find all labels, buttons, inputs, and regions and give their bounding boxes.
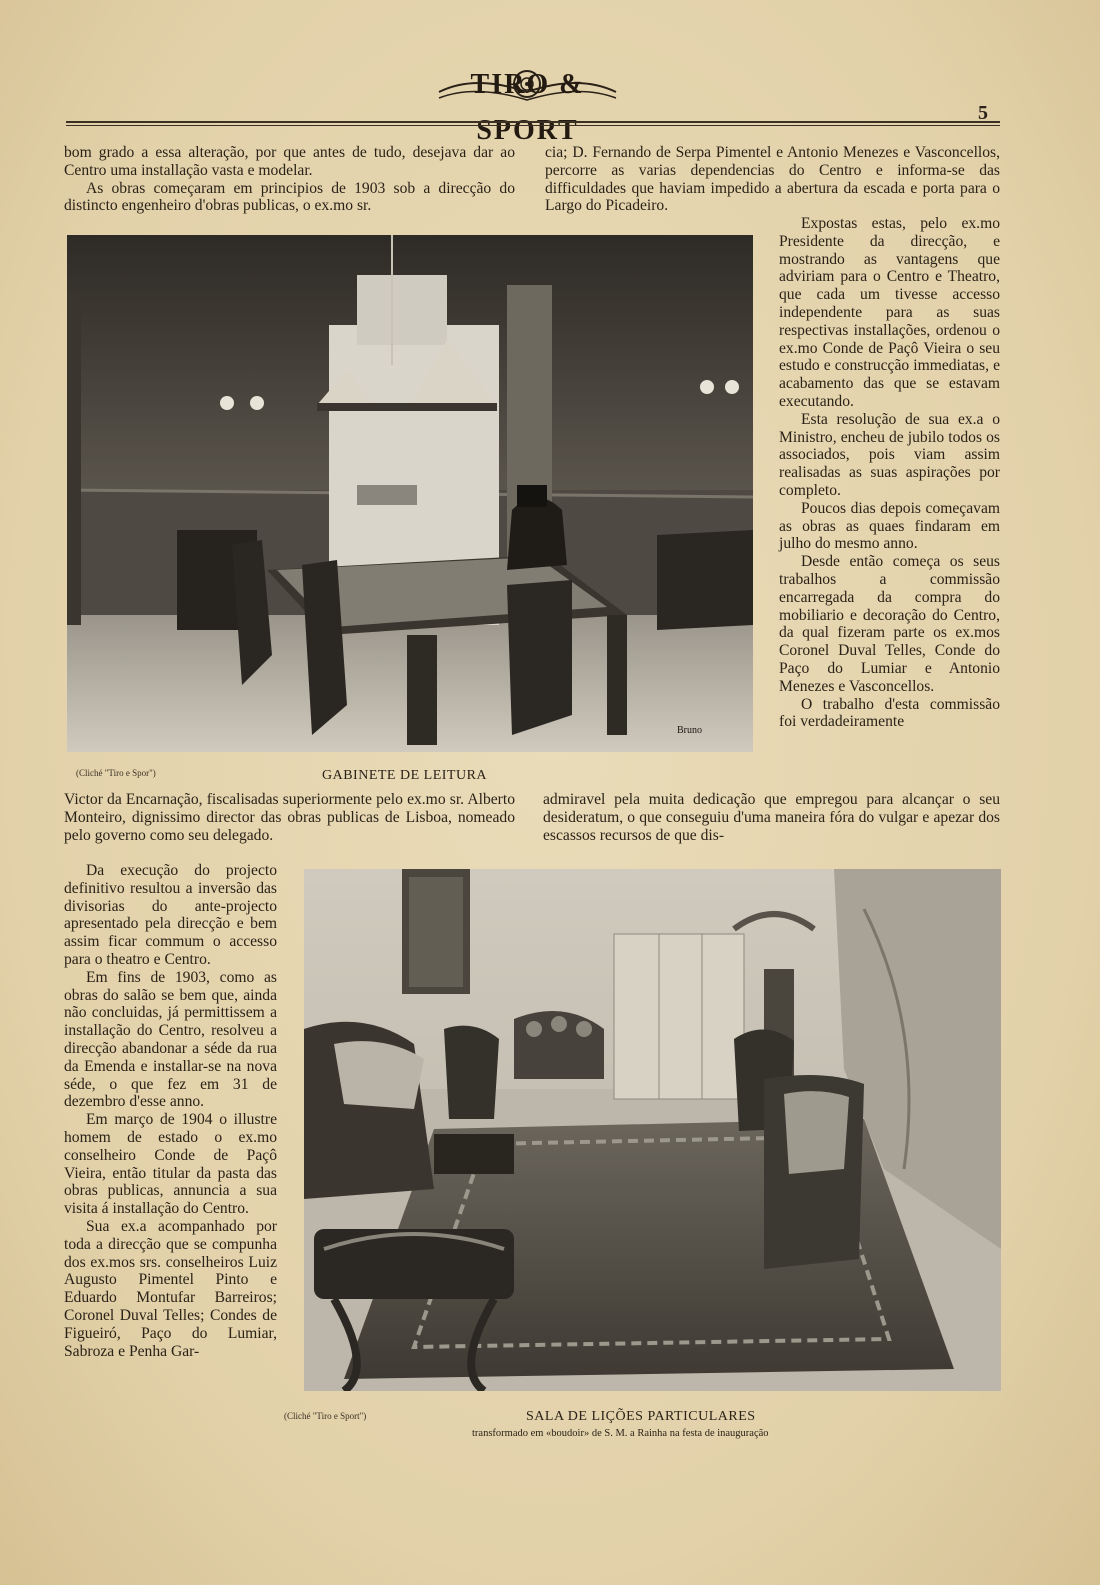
header-rule-thin <box>66 125 1000 126</box>
paragraph: O trabalho d'esta commissão foi verdadeiramente <box>779 695 1000 731</box>
paragraph: admiravel pela muita dedicação que empregou para alcançar o seu desideratum, o que conseguiu d'uma maneira fóra do vulgar e apezar dos escassos recursos de que dis- <box>543 791 1000 844</box>
paragraph: bom grado a essa alteração, por que antes de tudo, desejava dar ao Centro uma installação vasta e modelar. <box>64 144 515 179</box>
photo-signature: Bruno <box>677 725 702 736</box>
paragraph: cia; D. Fernando de Serpa Pimentel e Antonio Menezes e Vasconcellos, percorre as varias dependencias do Centro e informa-se das difficuldades que haviam impedido a abertura da escada e porta para o Largo do Picadeiro. <box>545 144 1000 215</box>
paragraph: As obras começaram em principios de 1903 sob a direcção do distincto engenheiro d'obras publicas, o ex.mo sr. <box>64 179 515 215</box>
paragraph: Victor da Encarnação, fiscalisadas superiormente pelo ex.mo sr. Alberto Monteiro, dignissimo director das obras publicas de Lisboa, nomeado pelo governo como seu delegado. <box>64 791 515 844</box>
photo-caption: GABINETE DE LEITURA <box>322 768 488 783</box>
right-column-narrow <box>779 215 1000 731</box>
photo-reading-room <box>67 235 753 752</box>
paragraph: Da execução do projecto definitivo resultou a inversão das divisorias do ante-projecto apresentado pela direcção e bem assim ficar commum o accesso para o theatro e Centro. <box>64 862 277 968</box>
masthead-logo <box>435 62 620 146</box>
lessons-room-illustration <box>304 869 1001 1391</box>
right-column-mid <box>543 791 1000 844</box>
paragraph: Em fins de 1903, como as obras do salão se bem que, ainda não concluidas, já permittissem a installação do Centro, resolveu a direcção abandonar a séde da rua da Emenda e installar-se na nova séde, o que fez em 31 de dezembro d'esse anno. <box>64 968 277 1111</box>
paragraph: Em março de 1904 o illustre homem de estado o ex.mo conselheiro Conde de Paçô Vieira, então titular da pasta das obras publicas, annuncia a sua visita á installação do Centro. <box>64 1111 277 1218</box>
right-column-top <box>545 144 1000 215</box>
left-column-mid <box>64 791 515 844</box>
left-column-top <box>64 144 515 215</box>
left-column-narrow <box>64 862 277 1360</box>
paragraph: Expostas estas, pelo ex.mo Presidente da direcção, e mostrando as vantagens que adviriam para o Centro e Theatro, que cada um tivesse accesso independente para as suas respectivas installações, ordenou o ex.mo Conde de Paçô Vieira o seu estudo e construcção immediatas, e acabamento das que se estavam executando. <box>779 215 1000 410</box>
photo-caption: SALA DE LIÇÕES PARTICULARES <box>526 1409 756 1424</box>
photo-private-lessons-room <box>304 869 1001 1391</box>
header-rule <box>66 121 1000 123</box>
photo-credit: (Cliché "Tiro e Spor") <box>76 768 156 778</box>
masthead-title: TIRO & SPORT <box>470 69 585 146</box>
paragraph: Desde então começa os seus trabalhos a commissão encarregada da compra do mobiliario e decoração do Centro, da qual fizeram parte os ex.mos Coronel Duval Telles, Conde do Paço do Lumiar e Antonio Menezes e Vasconcellos. <box>779 553 1000 695</box>
paragraph: Sua ex.a acompanhado por toda a direcção que se compunha dos ex.mos srs. conselheiros Luiz Augusto Pimentel Pinto e Eduardo Montufar Barreiros; Coronel Duval Telles; Condes de Figueiró, Paço do Lumiar, Sabroza e Penha Gar- <box>64 1217 277 1360</box>
photo-credit: (Cliché "Tiro e Sport") <box>284 1411 367 1421</box>
photo-subcaption: transformado em «boudoir» de S. M. a Rainha na festa de inauguração <box>472 1428 769 1439</box>
reading-room-illustration <box>67 235 753 752</box>
paragraph: Esta resolução de sua ex.a o Ministro, encheu de jubilo todos os associados, pois viam assim realisadas as suas aspirações por completo. <box>779 410 1000 499</box>
page-number: 5 <box>978 102 988 124</box>
paragraph: Poucos dias depois começavam as obras as quaes findaram em julho do mesmo anno. <box>779 499 1000 553</box>
